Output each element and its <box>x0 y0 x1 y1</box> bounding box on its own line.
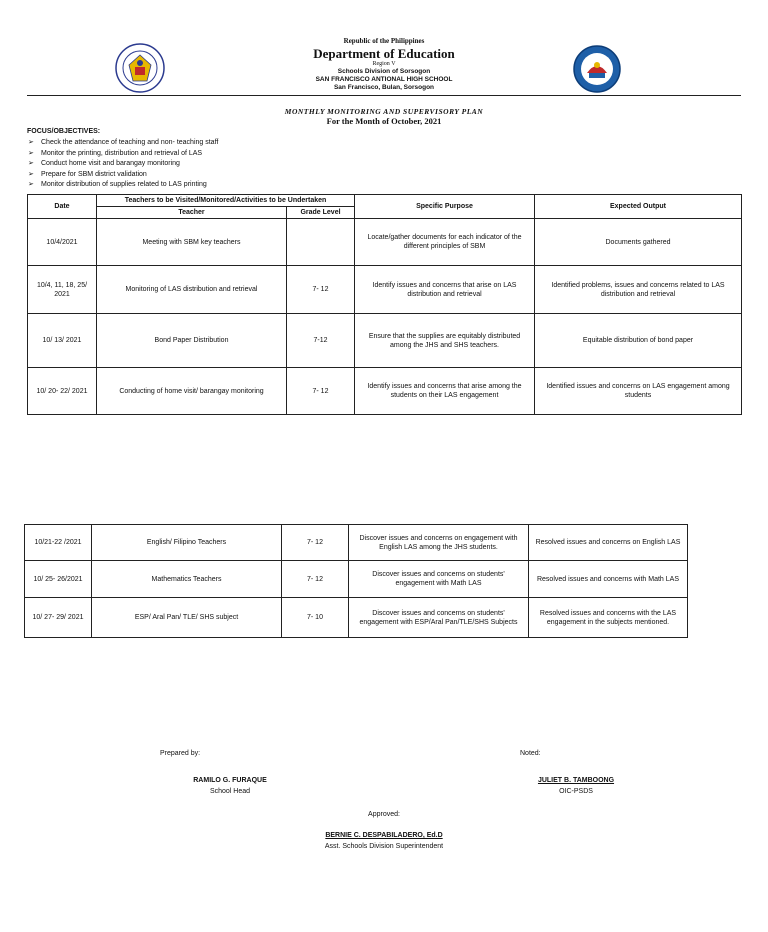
prepared-by-label: Prepared by: <box>160 750 201 757</box>
table-row: 10/ 20- 22/ 2021 Conducting of home visit/ barangay monitoring 7- 12 Identify issues and concerns that arise among the students on their LAS engagement Identified issues and concerns on LAS engagement among students <box>28 368 742 415</box>
table-row: 10/21-22 /2021 English/ Filipino Teachers 7- 12 Discover issues and concerns on engagement with English LAS among the JHS students. Resolved issues and concerns on English LAS <box>25 525 688 561</box>
approved-by-title: Asst. Schools Division Superintendent <box>324 843 444 850</box>
school-name: SAN FRANCISCO ANTIONAL HIGH SCHOOL <box>315 76 453 83</box>
arrow-bullet-icon: ➢ <box>28 170 34 178</box>
region-line: Region V <box>372 61 396 67</box>
objective-item: ➢ Monitor the printing, distribution and retrieval of LAS <box>28 149 218 160</box>
arrow-bullet-icon: ➢ <box>28 139 34 146</box>
header-divider <box>27 95 741 96</box>
plan-table <box>27 194 742 415</box>
arrow-bullet-icon: ➢ <box>28 181 34 188</box>
objective-item: ➢ Monitor distribution of supplies related to LAS printing <box>28 180 218 191</box>
table-row: 10/ 25- 26/2021 Mathematics Teachers 7- 12 Discover issues and concerns on students' engagement with Math LAS Resolved issues and concerns with Math LAS <box>25 561 688 598</box>
prepared-by-name: RAMILO G. FURAQUE <box>193 777 267 784</box>
objective-item: ➢ Prepare for SBM district validation <box>28 170 218 181</box>
objective-item: ➢ Conduct home visit and barangay monitoring <box>28 159 218 170</box>
header-grade: Grade Level <box>287 207 355 219</box>
table-row: 10/4/2021 Meeting with SBM key teachers Locate/gather documents for each indicator of the different principles of SBM Documents gathered <box>28 219 742 266</box>
republic-line: Republic of the Philippines <box>343 37 425 45</box>
approved-by-label: Approved: <box>368 811 400 818</box>
objectives-list <box>28 138 218 191</box>
table-row: 10/ 13/ 2021 Bond Paper Distribution 7-12 Ensure that the supplies are equitably distributed among the JHS and SHS teachers. Equitable distribution of bond paper <box>28 314 742 368</box>
table-row: 10/4, 11, 18, 25/ 2021 Monitoring of LAS distribution and retrieval 7- 12 Identify issues and concerns that arise on LAS distribution and retrieval Identified problems, issues and concerns related to LAS distribution and retrieval <box>28 266 742 314</box>
plan-table-continued <box>24 524 688 638</box>
header-date: Date <box>28 195 97 219</box>
department-title: Department of Education <box>313 46 455 61</box>
objective-item: ➢ Check the attendance of teaching and non- teaching staff <box>28 138 218 149</box>
objectives-heading: FOCUS/OBJECTIVES: <box>27 128 101 135</box>
header-teacher: Teacher <box>97 207 287 219</box>
header-group: Teachers to be Visited/Monitored/Activities to be Undertaken <box>97 195 355 207</box>
approved-by-name: BERNIE C. DESPABILADERO, Ed.D <box>325 832 443 839</box>
division-line: Schools Division of Sorsogon <box>337 68 431 75</box>
noted-by-title: OIC-PSDS <box>559 788 593 795</box>
table-row: 10/ 27- 29/ 2021 ESP/ Aral Pan/ TLE/ SHS subject 7- 10 Discover issues and concerns on students' engagement with ESP/Aral Pan/TLE/SHS Subjects Resolved issues and concerns with the LAS engagement in the subjects mentioned. <box>25 598 688 638</box>
school-address: San Francisco, Bulan, Sorsogon <box>333 84 435 91</box>
prepared-by-title: School Head <box>209 788 251 795</box>
header-output: Expected Output <box>535 195 742 219</box>
plan-title: MONTHLY MONITORING AND SUPERVISORY PLAN <box>284 107 484 116</box>
arrow-bullet-icon: ➢ <box>28 160 34 167</box>
noted-by-name: JULIET B. TAMBOONG <box>537 777 615 784</box>
arrow-bullet-icon: ➢ <box>28 149 34 157</box>
noted-by-label: Noted: <box>520 750 541 757</box>
plan-subtitle: For the Month of October, 2021 <box>326 116 442 126</box>
header-purpose: Specific Purpose <box>355 195 535 219</box>
